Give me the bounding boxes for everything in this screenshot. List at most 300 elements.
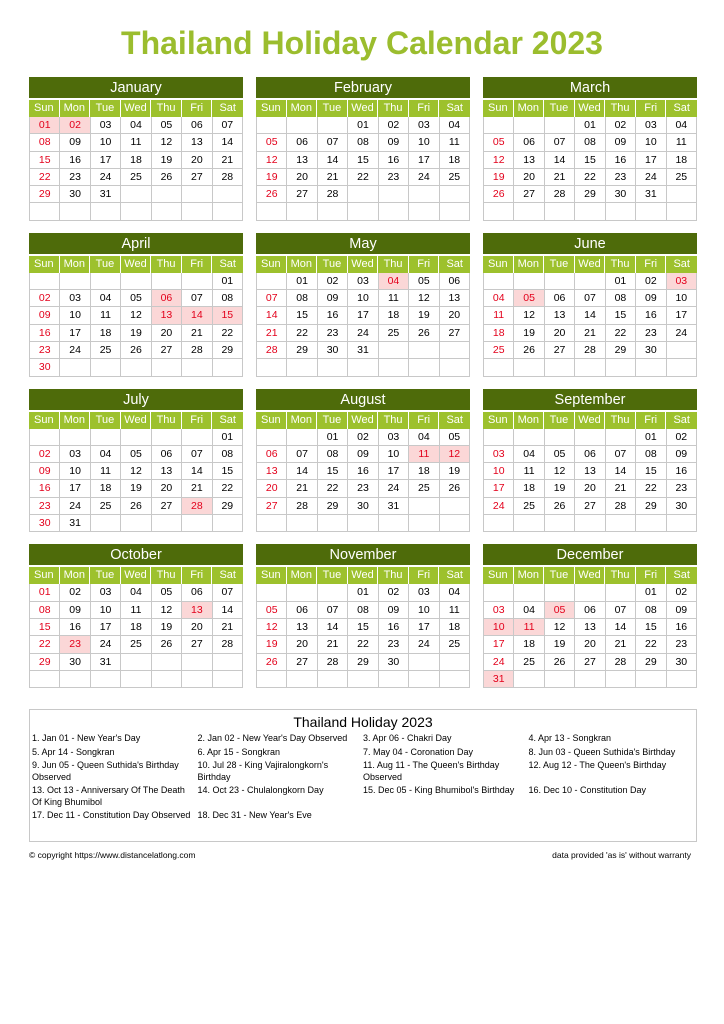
empty-day-cell [514,273,544,290]
month-name: September [483,389,697,412]
day-cell: 09 [379,602,409,619]
weekday-label: Mon [287,256,318,273]
day-cell: 24 [379,480,409,497]
day-cell: 22 [606,325,636,342]
day-cell: 09 [60,134,90,151]
day-cell: 20 [514,169,544,186]
day-cell: 09 [30,463,60,480]
day-cell: 16 [667,619,697,636]
empty-day-cell [575,273,605,290]
day-cell: 23 [379,169,409,186]
month-name: May [256,233,470,256]
day-cell: 18 [514,480,544,497]
day-cell: 08 [606,290,636,307]
weekday-label: Sun [29,412,60,429]
day-cell: 30 [60,186,90,203]
day-cell: 28 [182,342,212,359]
day-cell: 23 [606,169,636,186]
day-cell: 02 [636,273,666,290]
disclaimer-text: data provided 'as is' without warranty [552,850,691,860]
empty-day-cell [121,273,151,290]
empty-day-cell [287,117,317,134]
weekday-label: Thu [378,100,409,117]
day-cell: 29 [213,498,243,515]
day-cell: 10 [409,134,439,151]
empty-day-cell [348,671,378,688]
holiday-day-cell: 11 [409,446,439,463]
empty-day-cell [287,671,317,688]
holiday-day-cell: 13 [152,307,182,324]
day-cell: 14 [606,463,636,480]
empty-day-cell [121,186,151,203]
day-cell: 09 [30,307,60,324]
day-cell: 27 [440,325,470,342]
weekday-label: Wed [121,412,152,429]
day-cell: 10 [60,463,90,480]
holiday-day-cell: 01 [30,117,60,134]
day-cell: 04 [514,446,544,463]
holiday-item: 15. Dec 05 - King Bhumibol's Birthday [363,785,515,795]
day-cell: 04 [91,290,121,307]
day-cell: 09 [60,602,90,619]
empty-day-cell [152,359,182,376]
empty-day-cell [213,186,243,203]
day-cell: 14 [287,463,317,480]
day-cell: 01 [348,584,378,601]
day-cell: 17 [348,307,378,324]
weekday-label: Wed [575,256,606,273]
day-cell: 07 [318,134,348,151]
day-cell: 15 [30,619,60,636]
day-cell: 18 [121,619,151,636]
day-grid [483,273,697,377]
empty-day-cell [440,342,470,359]
holiday-item: 1. Jan 01 - New Year's Day [32,733,141,743]
day-cell: 23 [318,325,348,342]
empty-day-cell [152,515,182,532]
day-cell: 18 [667,152,697,169]
empty-day-cell [379,203,409,220]
weekday-label: Sun [483,256,514,273]
empty-day-cell [667,671,697,688]
day-cell: 25 [514,654,544,671]
empty-day-cell [121,671,151,688]
day-grid [256,429,470,533]
copyright-text: © copyright https://www.distancelatlong.com [29,850,196,860]
day-cell: 05 [409,273,439,290]
day-cell: 13 [440,290,470,307]
holiday-item: 10. Jul 28 - King Vajiralongkorn's Birthday [197,760,329,782]
day-cell: 26 [152,169,182,186]
weekday-header-row [256,256,470,273]
empty-day-cell [182,203,212,220]
empty-day-cell [30,203,60,220]
day-cell: 07 [182,446,212,463]
empty-day-cell [545,203,575,220]
day-cell: 09 [348,446,378,463]
day-cell: 22 [348,636,378,653]
weekday-label: Wed [348,100,379,117]
holiday-day-cell: 15 [213,307,243,324]
weekday-label: Sun [29,567,60,584]
weekday-label: Wed [575,412,606,429]
empty-day-cell [91,359,121,376]
day-cell: 04 [409,429,439,446]
empty-day-cell [575,515,605,532]
day-cell: 20 [287,636,317,653]
empty-day-cell [409,498,439,515]
day-cell: 06 [182,584,212,601]
weekday-label: Thu [378,412,409,429]
empty-day-cell [636,515,666,532]
empty-day-cell [348,186,378,203]
page-title: Thailand Holiday Calendar 2023 [121,25,603,61]
day-cell: 19 [152,619,182,636]
holiday-list [30,732,696,822]
day-cell: 20 [287,169,317,186]
day-cell: 11 [514,463,544,480]
weekday-label: Tue [544,100,575,117]
weekday-label: Mon [287,412,318,429]
empty-day-cell [257,273,287,290]
weekday-label: Fri [182,412,213,429]
months-grid [29,77,697,688]
weekday-label: Wed [575,567,606,584]
day-cell: 04 [440,584,470,601]
weekday-label: Sat [212,567,243,584]
weekday-label: Sun [483,412,514,429]
day-cell: 25 [484,342,514,359]
empty-day-cell [91,429,121,446]
day-cell: 13 [182,134,212,151]
day-cell: 10 [91,602,121,619]
holiday-item: 18. Dec 31 - New Year's Eve [197,810,312,820]
day-cell: 27 [152,342,182,359]
empty-day-cell [575,203,605,220]
empty-day-cell [379,186,409,203]
day-cell: 05 [257,134,287,151]
empty-day-cell [667,342,697,359]
empty-day-cell [91,671,121,688]
day-grid [483,429,697,533]
day-cell: 27 [152,498,182,515]
day-cell: 15 [636,463,666,480]
day-cell: 01 [213,273,243,290]
empty-day-cell [514,671,544,688]
day-cell: 11 [667,134,697,151]
day-cell: 17 [484,636,514,653]
day-cell: 27 [575,498,605,515]
day-cell: 14 [318,152,348,169]
day-cell: 25 [440,169,470,186]
empty-day-cell [545,117,575,134]
day-cell: 08 [287,290,317,307]
day-cell: 03 [60,290,90,307]
day-cell: 13 [575,463,605,480]
month-august [256,389,470,533]
empty-day-cell [30,429,60,446]
month-name: February [256,77,470,100]
empty-day-cell [257,515,287,532]
month-name: December [483,544,697,567]
day-cell: 20 [152,480,182,497]
day-cell: 06 [440,273,470,290]
day-cell: 07 [318,602,348,619]
day-cell: 28 [318,186,348,203]
day-cell: 19 [545,636,575,653]
weekday-label: Tue [90,412,121,429]
day-cell: 15 [636,619,666,636]
day-cell: 05 [121,290,151,307]
weekday-label: Tue [544,256,575,273]
weekday-header-row [483,567,697,584]
weekday-label: Mon [60,256,91,273]
holiday-day-cell: 03 [667,273,697,290]
holiday-day-cell: 05 [514,290,544,307]
day-cell: 20 [182,619,212,636]
day-cell: 26 [440,480,470,497]
empty-day-cell [575,429,605,446]
day-cell: 17 [91,152,121,169]
empty-day-cell [667,203,697,220]
day-cell: 15 [318,463,348,480]
day-cell: 23 [348,480,378,497]
day-cell: 24 [636,169,666,186]
day-cell: 12 [545,463,575,480]
day-grid [29,429,243,533]
empty-day-cell [636,359,666,376]
day-cell: 28 [318,654,348,671]
day-cell: 26 [257,186,287,203]
weekday-label: Sat [666,100,697,117]
day-cell: 08 [636,446,666,463]
empty-day-cell [60,203,90,220]
day-cell: 25 [379,325,409,342]
empty-day-cell [60,273,90,290]
empty-day-cell [484,273,514,290]
day-grid [256,584,470,688]
weekday-label: Thu [378,256,409,273]
holiday-day-cell: 10 [484,619,514,636]
empty-day-cell [213,359,243,376]
day-cell: 08 [30,134,60,151]
day-cell: 21 [318,169,348,186]
day-cell: 04 [121,117,151,134]
empty-day-cell [545,584,575,601]
day-cell: 21 [575,325,605,342]
day-cell: 12 [514,307,544,324]
empty-day-cell [257,671,287,688]
holiday-day-cell: 23 [60,636,90,653]
day-cell: 24 [91,636,121,653]
day-cell: 01 [287,273,317,290]
day-cell: 22 [287,325,317,342]
day-cell: 02 [60,584,90,601]
day-cell: 03 [379,429,409,446]
day-cell: 25 [91,498,121,515]
empty-day-cell [257,429,287,446]
day-cell: 14 [318,619,348,636]
weekday-header-row [256,100,470,117]
holiday-item: 16. Dec 10 - Constitution Day [528,785,647,795]
weekday-header-row [483,412,697,429]
month-name: July [29,389,243,412]
day-grid [29,273,243,377]
day-cell: 30 [636,342,666,359]
day-cell: 17 [409,619,439,636]
day-cell: 15 [213,463,243,480]
day-cell: 19 [257,169,287,186]
day-cell: 27 [575,654,605,671]
empty-day-cell [440,203,470,220]
weekday-label: Mon [514,412,545,429]
day-cell: 01 [636,584,666,601]
day-cell: 18 [440,619,470,636]
day-cell: 26 [545,654,575,671]
empty-day-cell [409,203,439,220]
day-cell: 14 [545,152,575,169]
day-cell: 20 [257,480,287,497]
empty-day-cell [484,203,514,220]
day-cell: 12 [257,152,287,169]
day-cell: 02 [379,584,409,601]
holiday-day-cell: 13 [182,602,212,619]
day-cell: 07 [606,602,636,619]
empty-day-cell [91,203,121,220]
empty-day-cell [30,273,60,290]
day-cell: 09 [379,134,409,151]
day-cell: 09 [667,446,697,463]
day-cell: 29 [287,342,317,359]
empty-day-cell [91,273,121,290]
day-cell: 14 [213,602,243,619]
weekday-label: Wed [348,567,379,584]
weekday-label: Thu [151,412,182,429]
weekday-label: Fri [409,412,440,429]
holiday-day-cell: 11 [514,619,544,636]
day-cell: 16 [30,480,60,497]
day-cell: 19 [152,152,182,169]
day-cell: 27 [287,654,317,671]
day-cell: 15 [575,152,605,169]
day-cell: 07 [575,290,605,307]
day-cell: 16 [667,463,697,480]
weekday-label: Wed [348,256,379,273]
day-cell: 11 [91,463,121,480]
empty-day-cell [440,359,470,376]
day-cell: 25 [440,636,470,653]
empty-day-cell [60,359,90,376]
holiday-item: 14. Oct 23 - Chulalongkorn Day [197,785,324,795]
day-cell: 16 [379,619,409,636]
empty-day-cell [606,203,636,220]
weekday-label: Thu [378,567,409,584]
weekday-header-row [483,256,697,273]
month-february [256,77,470,221]
holiday-day-cell: 02 [60,117,90,134]
day-cell: 24 [60,342,90,359]
day-cell: 04 [91,446,121,463]
weekday-label: Mon [514,100,545,117]
day-cell: 21 [182,325,212,342]
weekday-label: Fri [409,256,440,273]
day-cell: 09 [318,290,348,307]
day-cell: 22 [636,636,666,653]
weekday-label: Thu [151,567,182,584]
day-cell: 24 [484,498,514,515]
empty-day-cell [545,429,575,446]
day-cell: 17 [60,325,90,342]
day-cell: 07 [257,290,287,307]
holiday-list-panel [29,709,697,842]
weekday-label: Tue [317,256,348,273]
empty-day-cell [152,654,182,671]
day-cell: 07 [545,134,575,151]
day-cell: 23 [379,636,409,653]
holiday-item: 4. Apr 13 - Songkran [528,733,612,743]
empty-day-cell [318,359,348,376]
holiday-day-cell: 28 [182,498,212,515]
weekday-header-row [29,412,243,429]
empty-day-cell [606,429,636,446]
day-cell: 30 [667,498,697,515]
empty-day-cell [667,359,697,376]
day-grid [29,584,243,688]
day-cell: 30 [606,186,636,203]
empty-day-cell [440,515,470,532]
day-cell: 29 [318,498,348,515]
day-cell: 31 [60,515,90,532]
day-cell: 23 [667,480,697,497]
day-cell: 17 [379,463,409,480]
weekday-label: Fri [636,567,667,584]
empty-day-cell [60,671,90,688]
holiday-item: 7. May 04 - Coronation Day [363,746,474,757]
day-cell: 02 [348,429,378,446]
day-cell: 11 [440,602,470,619]
empty-day-cell [287,515,317,532]
weekday-label: Tue [544,567,575,584]
day-cell: 24 [409,169,439,186]
day-cell: 29 [213,342,243,359]
weekday-header-row [29,100,243,117]
empty-day-cell [182,671,212,688]
day-cell: 23 [30,498,60,515]
empty-day-cell [514,429,544,446]
day-cell: 26 [121,342,151,359]
day-cell: 29 [575,186,605,203]
day-cell: 11 [121,134,151,151]
weekday-header-row [29,567,243,584]
empty-day-cell [318,515,348,532]
weekday-label: Sat [212,412,243,429]
day-cell: 07 [606,446,636,463]
day-cell: 21 [606,636,636,653]
month-name: October [29,544,243,567]
day-cell: 05 [257,602,287,619]
day-cell: 01 [606,273,636,290]
day-cell: 13 [257,463,287,480]
empty-day-cell [213,203,243,220]
weekday-label: Sat [666,412,697,429]
day-cell: 10 [636,134,666,151]
weekday-label: Wed [121,100,152,117]
holiday-item: 13. Oct 13 - Anniversary Of The Death Of King Bhumibol [32,785,185,807]
day-cell: 02 [667,429,697,446]
day-cell: 20 [545,325,575,342]
day-cell: 26 [484,186,514,203]
day-cell: 19 [484,169,514,186]
